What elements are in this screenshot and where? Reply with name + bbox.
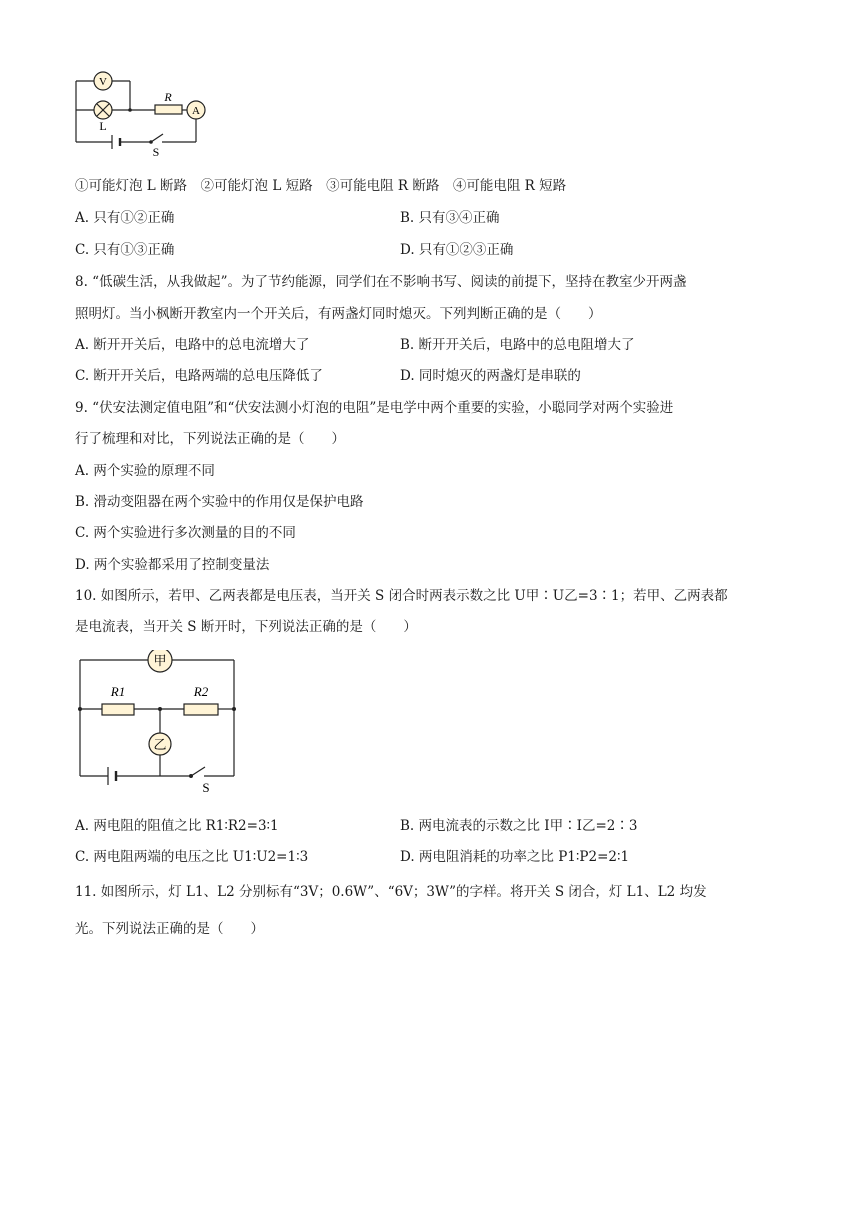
meter-yi-label: 乙 (153, 737, 167, 752)
q10-option-b: B. 两电流表的示数之比 I甲∶I乙=2∶3 (400, 818, 638, 834)
switch-label-2: S (202, 780, 210, 795)
q7-option-a: A. 只有①②正确 (75, 210, 175, 226)
q9-stem-line-1: 9. “伏安法测定值电阻”和“伏安法测小灯泡的电阻”是电学中两个重要的实验，小聪同学对两个实验进 (75, 400, 674, 416)
circuit-diagram-2 (72, 650, 242, 795)
q9-option-d: D. 两个实验都采用了控制变量法 (75, 557, 270, 573)
q11-stem-line-1: 11. 如图所示，灯 L1、L2 分别标有“3V；0.6W”、“6V；3W”的字样。将开关 S 闭合，灯 L1、L2 均发 (75, 884, 707, 900)
q10-option-c: C. 两电阻两端的电压之比 U1∶U2=1∶3 (75, 849, 309, 865)
q10-stem-line-1: 10. 如图所示，若甲、乙两表都是电压表，当开关 S 闭合时两表示数之比 U甲∶U乙=3∶1；若甲、乙两表都 (75, 588, 728, 604)
q11-stem-line-2: 光。下列说法正确的是（ ） (75, 921, 264, 937)
voltmeter-label: V (99, 76, 107, 88)
q10-option-a: A. 两电阻的阻值之比 R1∶R2=3∶1 (75, 818, 279, 834)
q8-option-c: C. 断开开关后，电路两端的总电压降低了 (75, 368, 323, 384)
q9-option-a: A. 两个实验的原理不同 (75, 463, 215, 479)
q7-statements: ①可能灯泡 L 断路 ②可能灯泡 L 短路 ③可能电阻 R 断路 ④可能电阻 R 短路 (75, 178, 567, 194)
circuit-diagram-1 (70, 68, 210, 158)
q8-stem-line-1: 8. “低碳生活，从我做起”。为了节约能源，同学们在不影响书写、阅读的前提下，坚持在教室少开两盏 (75, 274, 687, 290)
q10-option-d: D. 两电阻消耗的功率之比 P1∶P2=2∶1 (400, 849, 630, 865)
q8-option-d: D. 同时熄灭的两盏灯是串联的 (400, 368, 581, 384)
q7-option-b: B. 只有③④正确 (400, 210, 500, 226)
switch-label: S (152, 145, 160, 158)
ammeter-label: A (192, 105, 200, 117)
lamp-label: L (99, 119, 107, 133)
q7-option-d: D. 只有①②③正确 (400, 242, 514, 258)
resistor-label: R (164, 90, 172, 104)
meter-jia-label: 甲 (153, 653, 167, 668)
q8-option-b: B. 断开开关后，电路中的总电阻增大了 (400, 337, 635, 353)
q9-stem-line-2: 行了梳理和对比，下列说法正确的是（ ） (75, 431, 345, 447)
q9-option-b: B. 滑动变阻器在两个实验中的作用仅是保护电路 (75, 494, 364, 510)
q7-option-c: C. 只有①③正确 (75, 242, 175, 258)
q8-stem-line-2: 照明灯。当小枫断开教室内一个开关后，有两盏灯同时熄灭。下列判断正确的是（ ） (75, 306, 602, 322)
q10-stem-line-2: 是电流表，当开关 S 断开时，下列说法正确的是（ ） (75, 619, 417, 635)
q9-option-c: C. 两个实验进行多次测量的目的不同 (75, 525, 296, 541)
q8-option-a: A. 断开开关后，电路中的总电流增大了 (75, 337, 310, 353)
r2-label: R2 (193, 684, 209, 699)
r1-label: R1 (110, 684, 126, 699)
